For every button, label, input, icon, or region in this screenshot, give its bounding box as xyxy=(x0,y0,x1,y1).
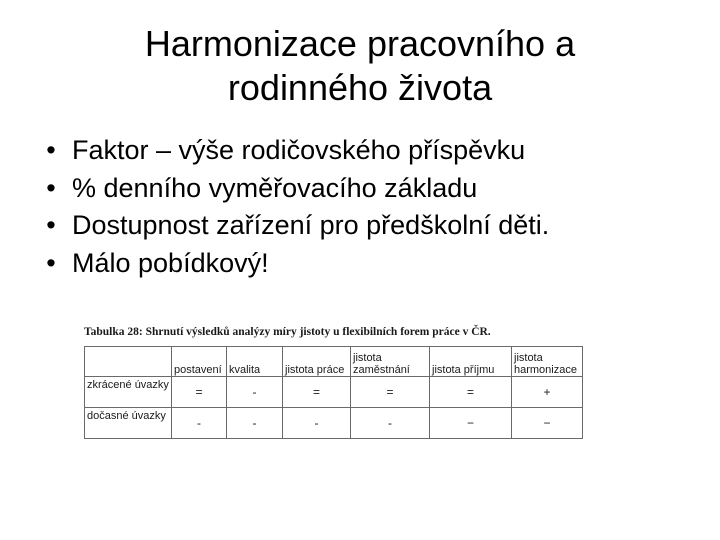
table-header-cell: jistota práce xyxy=(283,347,351,377)
table-cell: + xyxy=(512,377,583,408)
table-cell: - xyxy=(172,408,227,439)
table-header-cell: jistota příjmu xyxy=(430,347,512,377)
bullet-text: Dostupnost zařízení pro předškolní děti. xyxy=(72,210,550,240)
bullet-item xyxy=(44,207,549,245)
bullet-list xyxy=(44,132,549,282)
table-cell: = xyxy=(351,377,430,408)
bullet-item xyxy=(44,132,549,170)
table-row-label: dočasné úvazky xyxy=(85,408,172,439)
table-cell: - xyxy=(227,408,283,439)
bullet-text: % denního vyměřovacího základu xyxy=(72,172,478,203)
table-cell: − xyxy=(512,408,583,439)
slide-title-line-1: Harmonizace pracovního a xyxy=(144,23,576,64)
security-table xyxy=(84,346,583,439)
table-cell: - xyxy=(283,408,351,439)
table-cell: − xyxy=(430,408,512,439)
table-cell: = xyxy=(172,377,227,408)
bullet-dot: • xyxy=(46,210,56,240)
table-header-cell xyxy=(85,347,172,377)
bullet-text: Málo pobídkový! xyxy=(72,247,269,278)
table-header-cell: postavení xyxy=(172,347,227,377)
slide-title xyxy=(0,22,720,110)
bullet-item xyxy=(44,245,549,283)
bullet-dot: • xyxy=(46,172,56,203)
table-row xyxy=(85,377,583,408)
table-header-cell: jistota harmonizace xyxy=(512,347,583,377)
table-header-cell: jistota zaměstnání xyxy=(351,347,430,377)
table-header-row xyxy=(85,347,583,377)
table-cell: - xyxy=(227,377,283,408)
table-header-cell: kvalita xyxy=(227,347,283,377)
bullet-dot: • xyxy=(46,247,56,278)
table-cell: = xyxy=(430,377,512,408)
table-cell: - xyxy=(351,408,430,439)
table-caption: Tabulka 28: Shrnutí výsledků analýzy míry jistoty u flexibilních forem práce v ČR. xyxy=(84,326,491,338)
table-row xyxy=(85,408,583,439)
table-row-label: zkrácené úvazky xyxy=(85,377,172,408)
table-cell: = xyxy=(283,377,351,408)
bullet-dot: • xyxy=(46,135,56,165)
bullet-text: Faktor – výše rodičovského příspěvku xyxy=(72,135,526,165)
slide-title-line-2: rodinného života xyxy=(227,67,493,108)
bullet-item xyxy=(44,170,549,208)
